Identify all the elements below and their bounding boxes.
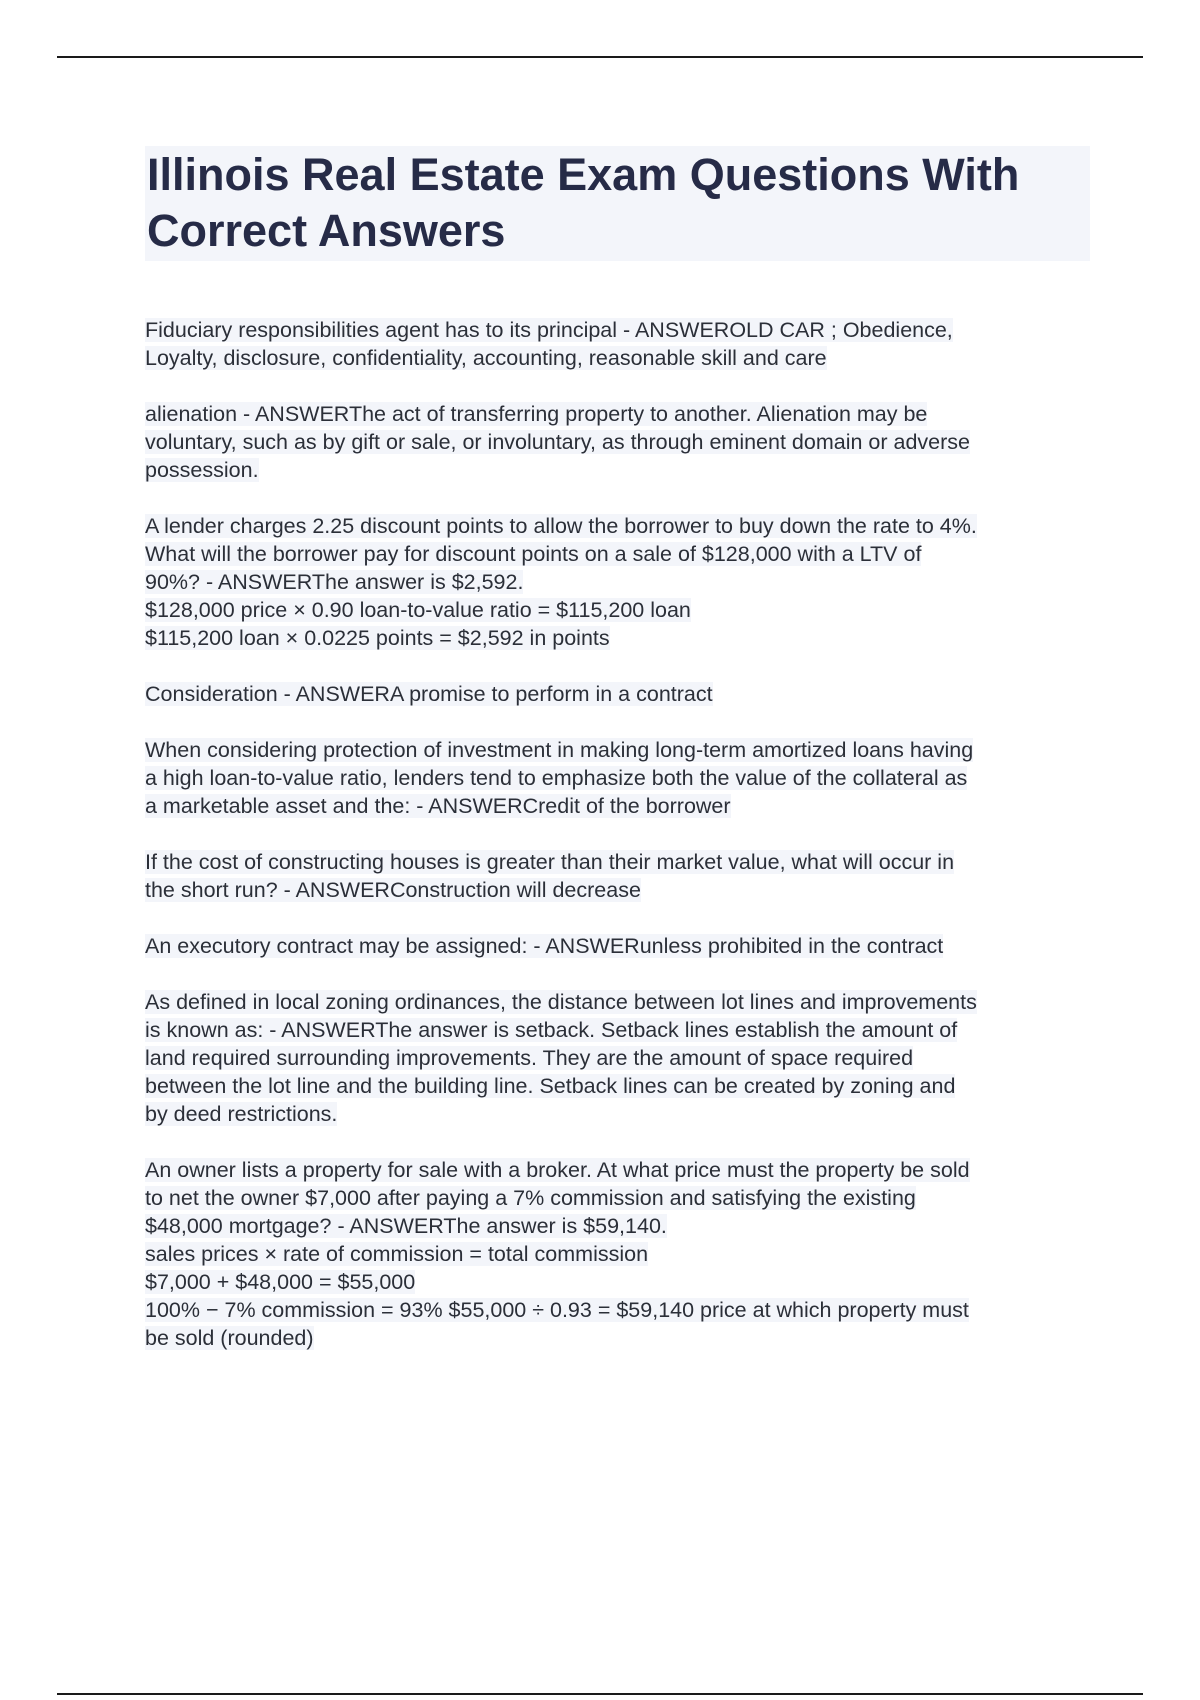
document-body — [145, 146, 1090, 1380]
qa-item — [145, 512, 1090, 652]
qa-line: a marketable asset and the: - ANSWERCredit of the borrower — [145, 794, 731, 818]
qa-line: What will the borrower pay for discount points on a sale of $128,000 with a LTV of — [145, 542, 922, 566]
qa-line: Fiduciary responsibilities agent has to its principal - ANSWEROLD CAR ; Obedience, — [145, 318, 953, 342]
qa-item — [145, 316, 1090, 372]
qa-line: to net the owner $7,000 after paying a 7% commission and satisfying the existing — [145, 1186, 916, 1210]
qa-line: sales prices × rate of commission = total commission — [145, 1242, 649, 1266]
qa-item — [145, 988, 1090, 1128]
qa-item — [145, 736, 1090, 820]
qa-line: An owner lists a property for sale with a broker. At what price must the property be sold — [145, 1158, 970, 1182]
qa-line: Consideration - ANSWERA promise to perform in a contract — [145, 682, 713, 706]
page-title: Illinois Real Estate Exam Questions With Correct Answers — [147, 149, 1020, 256]
qa-line: 100% − 7% commission = 93% $55,000 ÷ 0.93 = $59,140 price at which property must — [145, 1298, 969, 1322]
qa-line: by deed restrictions. — [145, 1102, 338, 1126]
qa-line: An executory contract may be assigned: - ANSWERunless prohibited in the contract — [145, 934, 944, 958]
qa-item — [145, 932, 1090, 960]
qa-list — [145, 316, 1090, 1352]
qa-line: land required surrounding improvements. They are the amount of space required — [145, 1046, 914, 1070]
qa-item — [145, 1156, 1090, 1352]
qa-line: is known as: - ANSWERThe answer is setback. Setback lines establish the amount of — [145, 1018, 958, 1042]
qa-item — [145, 400, 1090, 484]
qa-line: When considering protection of investment in making long-term amortized loans having — [145, 738, 974, 762]
qa-line: A lender charges 2.25 discount points to allow the borrower to buy down the rate to 4%. — [145, 514, 977, 538]
qa-line: As defined in local zoning ordinances, the distance between lot lines and improvements — [145, 990, 977, 1014]
qa-line: $7,000 + $48,000 = $55,000 — [145, 1270, 416, 1294]
qa-line: be sold (rounded) — [145, 1326, 314, 1350]
qa-line: $128,000 price × 0.90 loan-to-value ratio = $115,200 loan — [145, 598, 691, 622]
qa-line: 90%? - ANSWERThe answer is $2,592. — [145, 570, 524, 594]
qa-line: Loyalty, disclosure, confidentiality, accounting, reasonable skill and care — [145, 346, 827, 370]
qa-line: voluntary, such as by gift or sale, or involuntary, as through eminent domain or adverse — [145, 430, 970, 454]
header-rule — [57, 56, 1143, 58]
qa-line: If the cost of constructing houses is greater than their market value, what will occur in — [145, 850, 955, 874]
qa-line: a high loan-to-value ratio, lenders tend to emphasize both the value of the collateral as — [145, 766, 968, 790]
qa-item — [145, 680, 1090, 708]
qa-item — [145, 848, 1090, 904]
qa-line: $115,200 loan × 0.0225 points = $2,592 in points — [145, 626, 610, 650]
qa-line: alienation - ANSWERThe act of transferring property to another. Alienation may be — [145, 402, 928, 426]
qa-line: the short run? - ANSWERConstruction will decrease — [145, 878, 641, 902]
qa-line: between the lot line and the building line. Setback lines can be created by zoning and — [145, 1074, 956, 1098]
footer-rule — [57, 1693, 1143, 1695]
qa-line: possession. — [145, 458, 259, 482]
title-block — [145, 146, 1090, 261]
qa-line: $48,000 mortgage? - ANSWERThe answer is $59,140. — [145, 1214, 667, 1238]
